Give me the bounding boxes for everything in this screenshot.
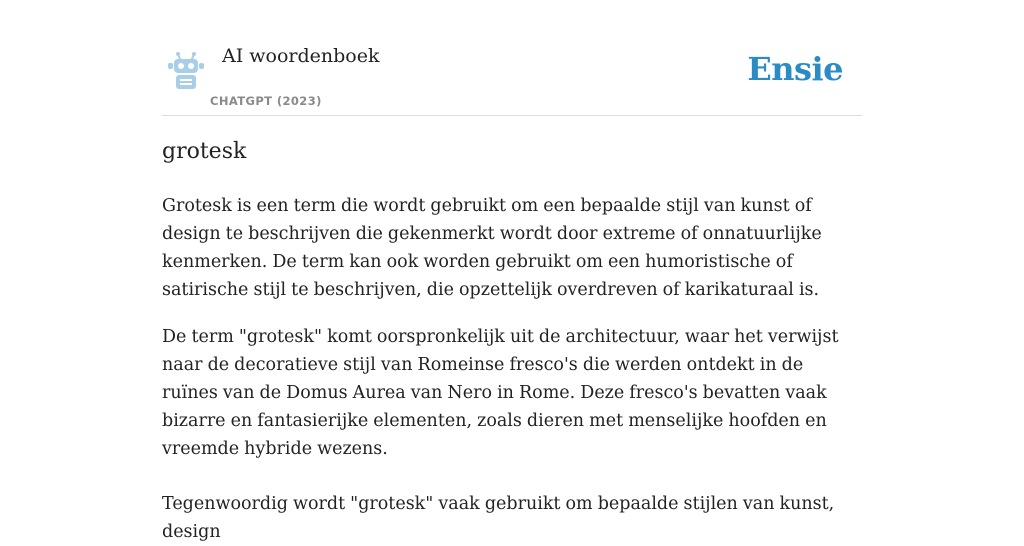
entry-header xyxy=(162,0,862,116)
entry-word: grotesk xyxy=(162,139,247,164)
definition-paragraph: Grotesk is een term die wordt gebruikt om een bepaalde stijl van kunst of design te beschrijven die gekenmerkt wordt door extreme of onnatuurlijke kenmerken. De term kan ook worden gebruikt om een humoristische of satirische stijl te beschrijven, die opzettelijk overdreven of karikaturaal is. xyxy=(162,196,822,300)
definition-paragraph: De term "grotesk" komt oorspronkelijk uit de architectuur, waar het verwijst naar de decoratieve stijl van Romeinse fresco's die werden ontdekt in de ruïnes van de Domus Aurea van Nero in Rome. Deze fresco's bevatten vaak bizarre en fantasierijke elementen, zoals dieren met menselijke hoofden en vreemde hybride wezens. xyxy=(162,327,839,459)
definition-paragraph: Tegenwoordig wordt "grotesk" vaak gebruikt om bepaalde stijlen van kunst, design xyxy=(162,494,835,542)
robot-icon xyxy=(166,51,206,91)
dictionary-title[interactable]: AI woordenboek xyxy=(222,45,380,67)
brand-logo[interactable]: Ensie xyxy=(747,50,843,88)
content-column xyxy=(162,0,862,542)
source-label: CHATGPT (2023) xyxy=(210,94,322,108)
